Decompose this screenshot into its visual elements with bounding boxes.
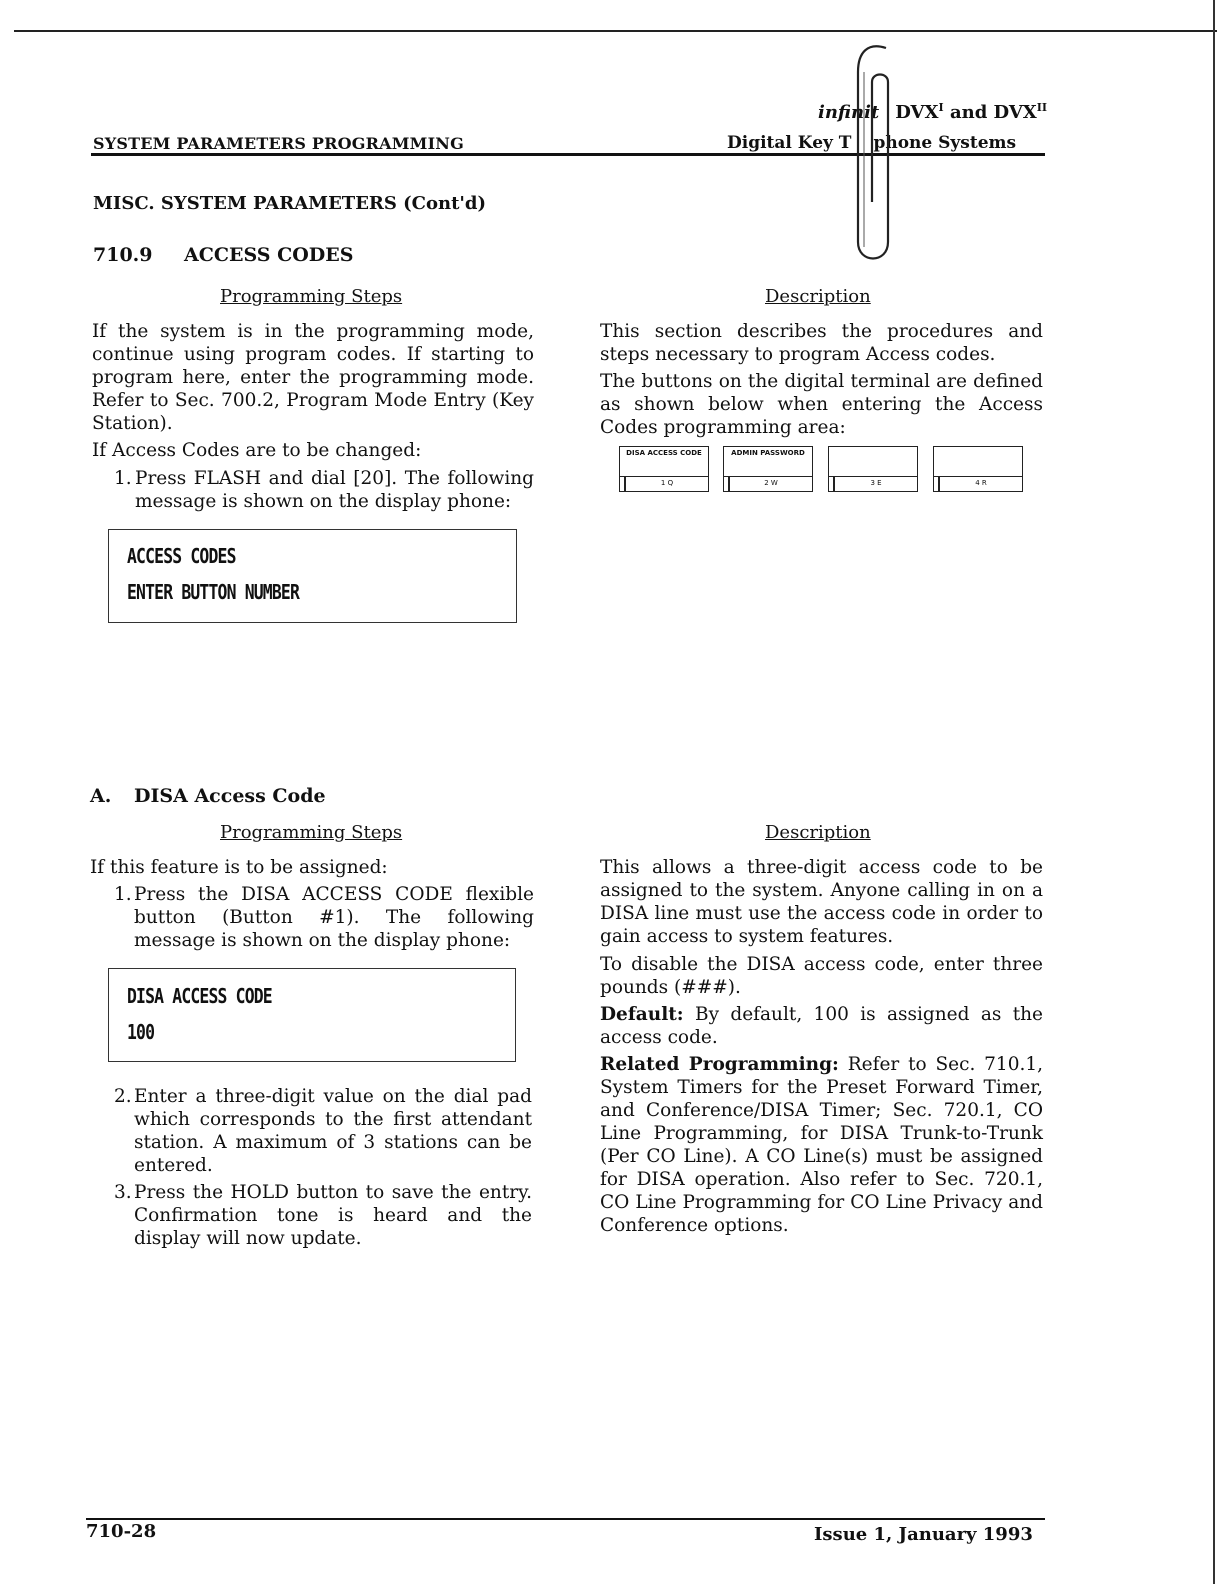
button-4-keys: 4 R: [975, 479, 987, 487]
button-1-disa-access-code: [619, 446, 709, 492]
part2-display-line1: DISA ACCESS CODE: [127, 984, 272, 1008]
part2-description-heading: Description: [765, 822, 871, 843]
button-2-label: ADMIN PASSWORD: [731, 449, 805, 457]
footer-issue-date: Issue 1, January 1993: [814, 1524, 1033, 1545]
part2-step1-number: 1.: [114, 884, 132, 905]
section-title: ACCESS CODES: [184, 244, 354, 266]
part2-related-paragraph: [600, 1053, 1043, 1237]
part2-desc-paragraph1: This allows a three-digit access code to be assigned to the system. Anyone calling in on a DISA line must use the access code in order to gain access to system features.: [600, 857, 1043, 947]
part2-step2-number: 2.: [114, 1086, 132, 1107]
subtitle-part-a: Digital Key T: [727, 133, 852, 153]
button-3-keys: 3 E: [870, 479, 882, 487]
sup-two: II: [1036, 101, 1048, 114]
part1-display-line2: ENTER BUTTON NUMBER: [127, 580, 300, 604]
footer-page-number: 710-28: [86, 1521, 157, 1542]
related-text: Refer to Sec. 710.1, System Timers for the Preset Forward Timer, and Conference/DISA Timer; Sec. 720.1, CO Line Programming, for DISA Trunk-to-Trunk (Per CO Line). A CO Line(s) must be assigned for DISA operation. Also refer to Sec. 720.1, CO Line Programming for CO Line Privacy and Conference options.: [600, 1054, 1044, 1236]
part1-intro-paragraph: If the system is in the programming mode, continue using program codes. If starting to program here, enter the programming mode. Refer to Sec. 700.2, Program Mode Entry (Key Station).: [92, 321, 534, 434]
button-4-blank: [933, 446, 1023, 492]
part2-step3-text: Press the HOLD button to save the entry. Confirmation tone is heard and the display will now update.: [134, 1182, 532, 1249]
part1-step1-number: 1.: [114, 468, 132, 489]
part1-display-line1: ACCESS CODES: [127, 544, 236, 568]
part2-step3-number: 3.: [114, 1182, 132, 1203]
part1-description-heading: Description: [765, 286, 871, 307]
footer-rule: [86, 1518, 1045, 1520]
right-border-rule: [1213, 0, 1215, 1584]
part2-display-panel: [108, 968, 516, 1062]
part1-step1-text: Press FLASH and dial [20]. The following message is shown on the display phone:: [135, 468, 534, 512]
subtitle-part-b: phone Systems: [873, 133, 1017, 153]
button-1-label: DISA ACCESS CODE: [626, 449, 702, 457]
part1-desc-paragraph1: This section describes the procedures and steps necessary to program Access codes.: [600, 321, 1043, 365]
part1-steps-heading: Programming Steps: [220, 286, 403, 307]
part2-letter: A.: [90, 785, 112, 807]
part2-display-line2: 100: [127, 1020, 155, 1044]
part1-desc-paragraph2: The buttons on the digital terminal are defined as shown below when entering the Access Codes programming area:: [600, 371, 1043, 438]
product-mid: DVX: [895, 102, 939, 123]
part1-display-panel: [108, 529, 517, 623]
section-number: 710.9: [93, 244, 153, 266]
part1-condition: If Access Codes are to be changed:: [92, 440, 422, 461]
default-text: By default, 100 is assigned as the access code.: [600, 1004, 1043, 1048]
product-prefix: infinit: [818, 102, 880, 123]
sup-one: I: [938, 101, 944, 114]
part2-condition: If this feature is to be assigned:: [90, 857, 388, 878]
paper-clip-icon: [848, 42, 898, 272]
product-and: and DVX: [949, 102, 1037, 123]
part2-default-paragraph: [600, 1003, 1043, 1049]
part2-step1-text: Press the DISA ACCESS CODE flexible button (Button #1). The following message is shown on the display phone:: [134, 884, 534, 951]
button-2-keys: 2 W: [764, 479, 778, 487]
header-section-title: SYSTEM PARAMETERS PROGRAMMING: [93, 134, 464, 153]
part2-steps-heading: Programming Steps: [220, 822, 403, 843]
related-label: Related Programming:: [600, 1054, 839, 1075]
default-label: Default:: [600, 1004, 684, 1025]
part2-desc-paragraph2: To disable the DISA access code, enter three pounds (###).: [600, 954, 1043, 998]
section-continued-title: MISC. SYSTEM PARAMETERS (Cont'd): [93, 193, 487, 214]
header-rule: [91, 153, 1045, 156]
button-1-keys: 1 Q: [660, 479, 674, 487]
part2-step2-text: Enter a three-digit value on the dial pad which corresponds to the first attendant station. A maximum of 3 stations can be entered.: [134, 1086, 532, 1176]
button-3-blank: [828, 446, 918, 492]
button-2-admin-password: [723, 446, 813, 492]
part2-title: DISA Access Code: [134, 785, 326, 807]
top-border-rule: [14, 30, 1217, 32]
